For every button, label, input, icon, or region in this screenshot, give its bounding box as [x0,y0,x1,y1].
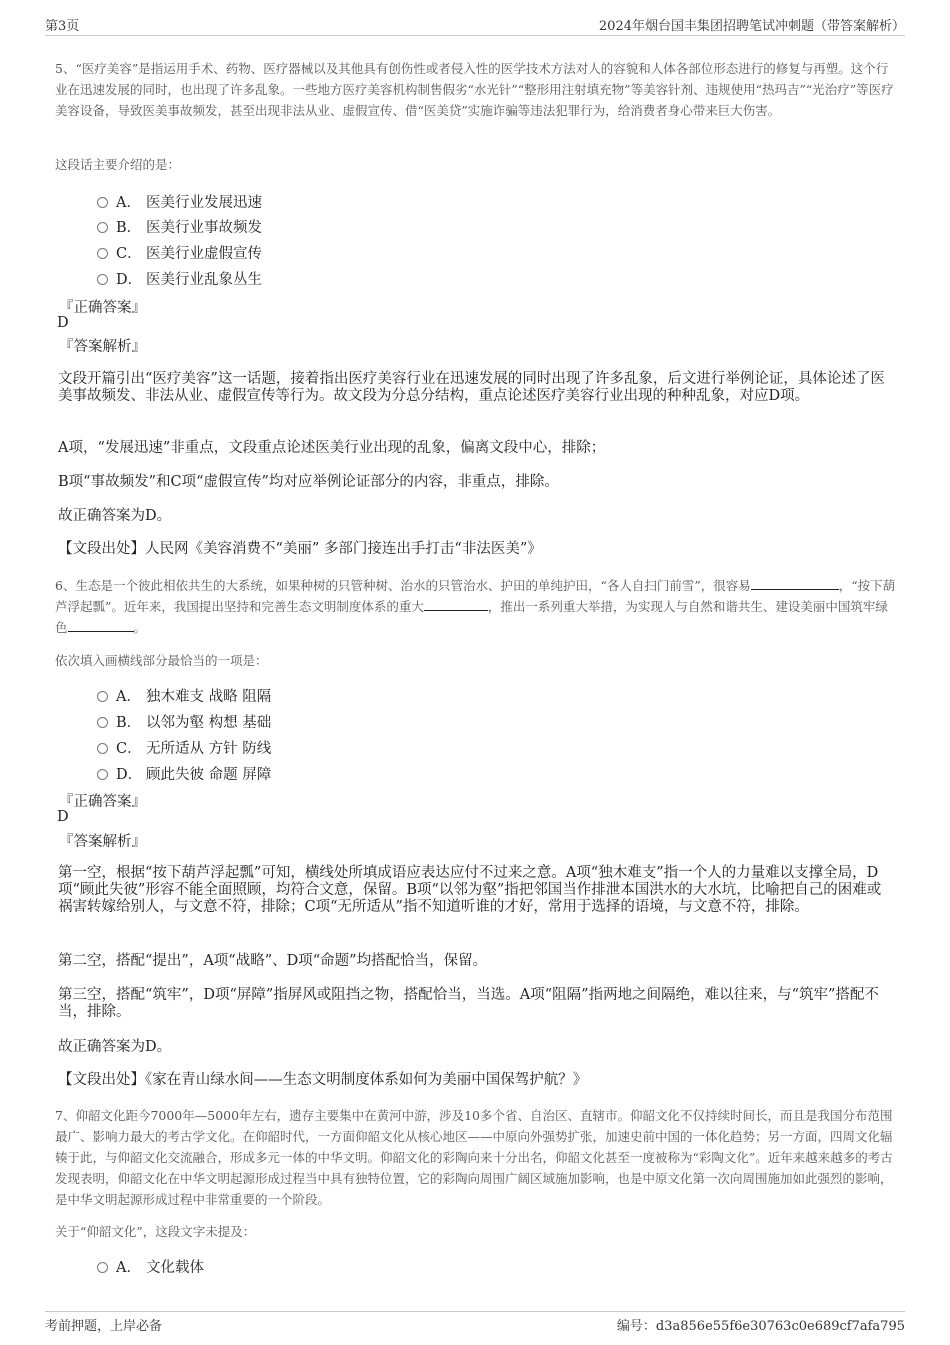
footer-slogan: 考前押题，上岸必备 [45,1319,163,1334]
question-5-analysis-label: 『答案解析』 [59,339,146,355]
question-5-text: 5、“医疗美容”是指运用手术、药物、医疗器械以及其他具有创伤性或者侵入性的医学技术方法对人的容貌和人体各部位形态进行的修复与再塑。这个行业在迅速发展的同时，也出现了许多乱象。一些地方医疗美容机构制售假劣“水光针”“整形用注射填充物”等美容针剂、违规使用“热玛吉”“光治疗”等医疗美容设备，导致医美事故频发，甚至出现非法从业、虚假宣传、借“医美贷”实施诈骗等违法犯罪行为，给消费者身心带来巨大伤害。 [55,61,894,118]
blank-line [424,598,488,611]
document-code: 编号：d3a856e55f6e30763c0e689cf7afa795 [616,1319,905,1334]
question-6-option-c[interactable]: C． 无所适从 方针 防线 [97,737,271,758]
question-5-option-c[interactable]: C． 医美行业虚假宣传 [97,242,262,263]
question-6-answer-label: 『正确答案』 [59,794,146,810]
blank-line [751,577,839,590]
radio-icon[interactable] [97,769,108,780]
radio-icon[interactable] [97,222,108,233]
question-6-answer: D [57,809,69,825]
question-6-option-b[interactable]: B． 以邻为壑 构想 基础 [97,711,271,732]
question-7-prompt: 关于“仰韶文化”，这段文字未提及： [55,1224,256,1239]
question-6-analysis-paragraph: 故正确答案为D。 [58,1039,172,1055]
question-5-analysis-paragraph: A项，“发展迅速”非重点，文段重点论述医美行业出现的乱象，偏离文段中心，排除； [58,440,606,456]
question-6-analysis-paragraph: 第二空，搭配“提出”，A项“战略”、D项“命题”均搭配恰当，保留。 [58,953,488,969]
question-6-text: 6、生态是一个彼此相依共生的大系统，如果种树的只管种树、治水的只管治水、护田的单纯护田，“各人自扫门前雪”，很容易 ，“按下葫芦浮起瓢”。近年来，我国提出坚持和完善生态文明制度体系的重大 ，推出一系列重大举措，为实现人与自然和谐共生、建设美丽中国筑牢绿色 。 [55,578,896,635]
radio-icon[interactable] [97,743,108,754]
page-header [45,13,905,36]
question-6-prompt: 依次填入画横线部分最恰当的一项是： [55,653,268,668]
question-5-answer-label: 『正确答案』 [59,300,146,316]
radio-icon[interactable] [97,717,108,728]
question-5-source: 【文段出处】人民网《美容消费不“美丽” 多部门接连出手打击“非法医美”》 [58,541,542,557]
radio-icon[interactable] [97,197,108,208]
question-6-analysis-paragraph: 第一空，根据“按下葫芦浮起瓢”可知，横线处所填成语应表达应付不过来之意。A项“独木难支”指一个人的力量难以支撑全局，D项“顾此失彼”形容不能全面照顾，均符合文意，保留。B项“以邻为壑”指把邻国当作排泄本国洪水的大水坑，比喻把自己的困难或祸害转嫁给别人，与文意不符，排除；C项“无所适从”指不知道听谁的才好，常用于选择的语境，与文意不符，排除。 [58,865,882,915]
question-5-prompt: 这段话主要介绍的是： [55,157,181,172]
page-number: 第3页 [45,19,80,34]
question-5-analysis-paragraph: B项“事故频发”和C项“虚假宣传”均对应举例论证部分的内容，非重点，排除。 [58,474,559,490]
question-5-answer: D [57,315,69,331]
question-6-source: 【文段出处】《家在青山绿水间——生态文明制度体系如何为美丽中国保驾护航？》 [58,1072,588,1088]
question-6-analysis-paragraph: 第三空，搭配“筑牢”，D项“屏障”指屏风或阻挡之物，搭配恰当，当选。A项“阻隔”指两地之间隔绝，难以往来，与“筑牢”搭配不当，排除。 [58,987,879,1020]
radio-icon[interactable] [97,691,108,702]
question-5-option-d[interactable]: D． 医美行业乱象丛生 [97,268,262,289]
radio-icon[interactable] [97,274,108,285]
question-6-option-d[interactable]: D． 顾此失彼 命题 屏障 [97,763,271,784]
question-7-text: 7、仰韶文化距今7000年—5000年左右，遗存主要集中在黄河中游，涉及10多个省、自治区、直辖市。仰韶文化不仅持续时间长，而且是我国分布范围最广、影响力最大的考古学文化。在仰韶时代，一方面仰韶文化从核心地区——中原向外强势扩张，加速史前中国的一体化趋势；另一方面，四周文化辐辏于此，与仰韶文化交流融合，形成多元一体的中华文明。仰韶文化的彩陶向来十分出名，仰韶文化甚至一度被称为“彩陶文化”。近年来越来越多的考古发现表明，仰韶文化在中华文明起源形成过程当中具有独特位置，它的彩陶向周围广阔区域施加影响，也是中原文化第一次向周围施加如此强烈的影响，是中华文明起源形成过程中非常重要的一个阶段。 [55,1108,893,1207]
question-7-option-a[interactable]: A． 文化载体 [97,1256,204,1277]
radio-icon[interactable] [97,248,108,259]
blank-line [68,619,134,632]
question-6-option-a[interactable]: A． 独木难支 战略 阻隔 [97,685,271,706]
page-footer [45,1311,905,1334]
question-5-analysis-paragraph: 故正确答案为D。 [58,508,172,524]
radio-icon[interactable] [97,1262,108,1273]
question-5-analysis-paragraph: 文段开篇引出“医疗美容”这一话题，接着指出医疗美容行业在迅速发展的同时出现了许多乱象，后文进行举例论证，具体论述了医美事故频发、非法从业、虚假宣传等行为。故文段为分总分结构，重点论述医疗美容行业出现的种种乱象，对应D项。 [58,371,885,404]
question-6-analysis-label: 『答案解析』 [59,834,146,850]
question-5-option-b[interactable]: B． 医美行业事故频发 [97,216,262,237]
question-5-option-a[interactable]: A． 医美行业发展迅速 [97,191,262,212]
document-title: 2024年烟台国丰集团招聘笔试冲刺题（带答案解析） [598,19,905,34]
